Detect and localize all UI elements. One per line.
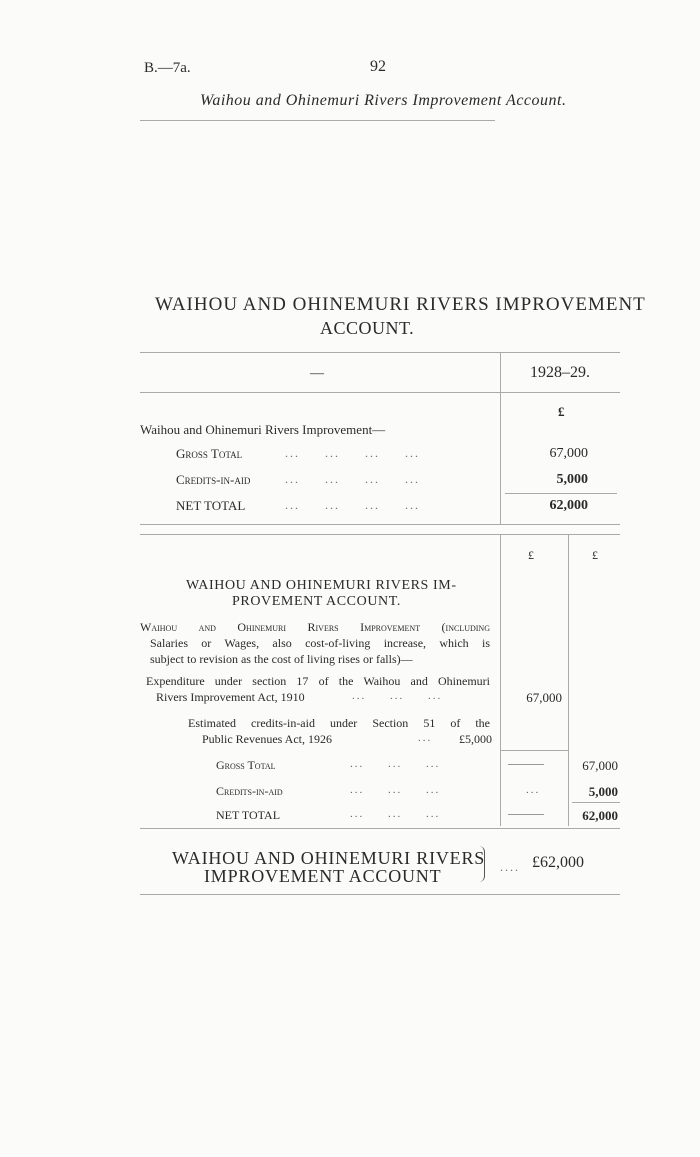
detail-subtitle-line2: PROVEMENT ACCOUNT. [232, 594, 401, 609]
detail-col-divider-2 [568, 534, 569, 826]
detail-row-credits-mid: ... [526, 784, 541, 796]
main-title-line2: ACCOUNT. [320, 318, 415, 338]
summary-row-credits-dots: ... ... ... ... [285, 472, 420, 486]
summary-heading: Waihou and Ohinemuri Rivers Improvement— [140, 422, 386, 437]
detail-intro-line1: Waihou and Ohinemuri Rivers Improvement (including [140, 620, 490, 634]
detail-row-net-label: NET TOTAL [216, 808, 281, 822]
page-number: 92 [370, 58, 386, 75]
footer-total-line2: IMPROVEMENT ACCOUNT [204, 866, 442, 886]
summary-currency: £ [558, 404, 565, 419]
detail-subtitle-line1: WAIHOU AND OHINEMURI RIVERS IM- [186, 578, 457, 593]
footer-total-line1: WAIHOU AND OHINEMURI RIVERS [172, 848, 486, 868]
page-ref: B.—7a. [144, 60, 191, 76]
detail-row-credits-label: Credits-in-aid [216, 784, 283, 798]
detail-row-net-mid: ——— [508, 806, 544, 820]
detail-credits-line2: Public Revenues Act, 1926 [202, 732, 332, 746]
detail-row-net-value: 62,000 [582, 808, 618, 823]
detail-currency-1: £ [528, 548, 534, 562]
summary-top-rule [140, 352, 620, 353]
detail-expenditure-value: 67,000 [526, 690, 562, 705]
detail-credits-line1: Estimated credits-in-aid under Section 51 of the [188, 716, 490, 730]
detail-expenditure-line2: Rivers Improvement Act, 1910 [156, 690, 305, 704]
summary-col-divider [500, 352, 501, 524]
detail-intro-line2: Salaries or Wages, also cost-of-living increase, which is [150, 636, 490, 650]
summary-row-net-dots: ... ... ... ... [285, 498, 420, 512]
detail-credits-value: £5,000 [459, 732, 492, 746]
summary-row-net-label: NET TOTAL [176, 498, 246, 513]
detail-subtotal-rule [572, 802, 620, 803]
detail-credits-dots: ... [418, 732, 433, 744]
footer-total-value: £62,000 [532, 854, 584, 871]
summary-row-gross-dots: ... ... ... ... [285, 446, 420, 460]
summary-bottom-rule [140, 524, 620, 525]
summary-row-credits-label: Credits-in-aid [176, 472, 251, 487]
summary-row-net-value: 62,000 [549, 498, 588, 513]
footer-bottom-rule [140, 894, 620, 895]
detail-bottom-rule [140, 828, 620, 829]
detail-col-divider-1 [500, 534, 501, 826]
summary-subtotal-rule [505, 493, 617, 494]
summary-header-rule [140, 392, 620, 393]
summary-row-gross-value: 67,000 [549, 446, 588, 461]
footer-total-dots: .... [500, 860, 520, 874]
summary-row-gross-label: Gross Total [176, 446, 243, 461]
detail-row-credits-dots: ... ... ... [350, 784, 441, 796]
detail-top-rule [140, 534, 620, 535]
detail-row-gross-value: 67,000 [582, 758, 618, 773]
detail-row-net-dots: ... ... ... [350, 808, 441, 820]
footer-brace [478, 846, 485, 882]
running-title: Waihou and Ohinemuri Rivers Improvement Account. [200, 92, 567, 109]
summary-col-year: 1928–29. [530, 364, 590, 381]
detail-expenditure-dots: ... ... ... [352, 690, 443, 702]
detail-row-credits-value: 5,000 [588, 784, 618, 799]
detail-row-gross-mid: ——— [508, 756, 544, 770]
detail-intro-line3: subject to revision as the cost of living rises or falls)— [150, 652, 413, 666]
detail-row-gross-dots: ... ... ... [350, 758, 441, 770]
detail-currency-2: £ [592, 548, 598, 562]
detail-row-gross-label: Gross Total [216, 758, 276, 772]
detail-expenditure-line1: Expenditure under section 17 of the Waihou and Ohinemuri [146, 674, 490, 688]
main-title-line1: WAIHOU AND OHINEMURI RIVERS IMPROVEMENT [155, 294, 646, 315]
detail-credits-rule [500, 750, 568, 751]
summary-col-dash: — [310, 366, 324, 381]
header-divider [140, 120, 495, 121]
summary-row-credits-value: 5,000 [556, 472, 588, 487]
